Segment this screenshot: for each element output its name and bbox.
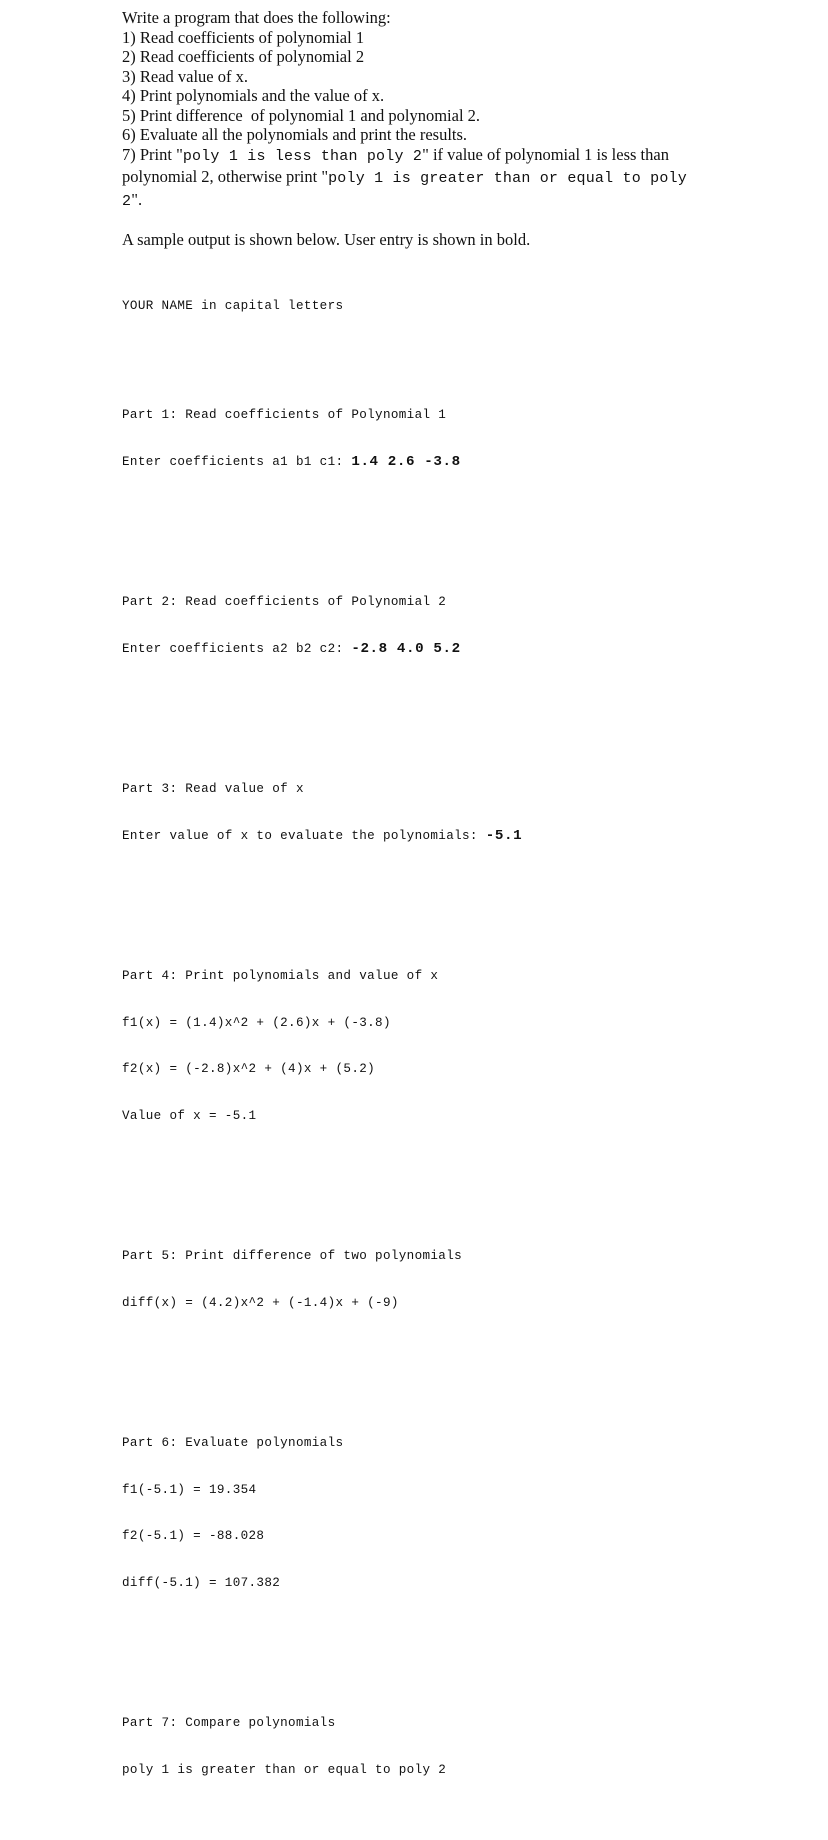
step-1: 1) Read coefficients of polynomial 1: [122, 28, 812, 48]
intro-text: Write a program that does the following:: [122, 8, 812, 28]
part-1-user-entry: 1.4 2.6 -3.8: [351, 454, 460, 470]
part-1-prompt-line: [122, 455, 812, 471]
part-2-title: Part 2: Read coefficients of Polynomial 2: [122, 595, 812, 611]
part-6-f2: f2(-5.1) = -88.028: [122, 1529, 812, 1545]
part-2-user-entry: -2.8 4.0 5.2: [351, 641, 460, 657]
part-4-block: [122, 938, 812, 1155]
part-4-title: Part 4: Print polynomials and value of x: [122, 969, 812, 985]
part-3-title: Part 3: Read value of x: [122, 782, 812, 798]
part-4-f1: f1(x) = (1.4)x^2 + (2.6)x + (-3.8): [122, 1016, 812, 1032]
sample-note: A sample output is shown below. User entry is shown in bold.: [122, 230, 812, 250]
part-4-f2: f2(x) = (-2.8)x^2 + (4)x + (5.2): [122, 1062, 812, 1078]
part-5-diff: diff(x) = (4.2)x^2 + (-1.4)x + (-9): [122, 1296, 812, 1312]
part-7-result: poly 1 is greater than or equal to poly 2: [122, 1763, 812, 1779]
part-5-block: [122, 1218, 812, 1342]
sample-output: [122, 268, 812, 1840]
step-4: 4) Print polynomials and the value of x.: [122, 86, 812, 106]
part-3-prompt: Enter value of x to evaluate the polynomials:: [122, 829, 486, 843]
part-5-title: Part 5: Print difference of two polynomials: [122, 1249, 812, 1265]
name-line: YOUR NAME in capital letters: [122, 299, 812, 315]
step-7: [122, 145, 702, 213]
step-7-code-less: poly 1 is less than poly 2: [183, 148, 422, 165]
step-7-middle: " if value of polynomial 1 is less than polynomial 2, otherwise print ": [122, 145, 669, 187]
step-7-prefix: 7) Print ": [122, 145, 183, 164]
part-1-block: [122, 377, 812, 501]
part-4-x-value: Value of x = -5.1: [122, 1109, 812, 1125]
step-6: 6) Evaluate all the polynomials and print the results.: [122, 125, 812, 145]
part-6-title: Part 6: Evaluate polynomials: [122, 1436, 812, 1452]
part-6-block: [122, 1405, 812, 1622]
part-2-prompt: Enter coefficients a2 b2 c2:: [122, 642, 351, 656]
part-3-block: [122, 751, 812, 875]
part-2-prompt-line: [122, 642, 812, 658]
step-5: 5) Print difference of polynomial 1 and polynomial 2.: [122, 106, 812, 126]
part-2-block: [122, 564, 812, 688]
step-2: 2) Read coefficients of polynomial 2: [122, 47, 812, 67]
part-1-prompt: Enter coefficients a1 b1 c1:: [122, 455, 351, 469]
assignment-document: [122, 8, 812, 1840]
part-7-title: Part 7: Compare polynomials: [122, 1716, 812, 1732]
step-7-code-greater: poly 1 is greater than or equal to poly 2: [122, 170, 687, 210]
part-3-prompt-line: [122, 829, 812, 845]
part-3-user-entry: -5.1: [486, 828, 522, 844]
step-3: 3) Read value of x.: [122, 67, 812, 87]
instructions: [122, 8, 812, 250]
step-7-suffix: ".: [131, 190, 142, 209]
part-7-block: [122, 1685, 812, 1809]
part-6-diff: diff(-5.1) = 107.382: [122, 1576, 812, 1592]
part-6-f1: f1(-5.1) = 19.354: [122, 1483, 812, 1499]
part-1-title: Part 1: Read coefficients of Polynomial 1: [122, 408, 812, 424]
